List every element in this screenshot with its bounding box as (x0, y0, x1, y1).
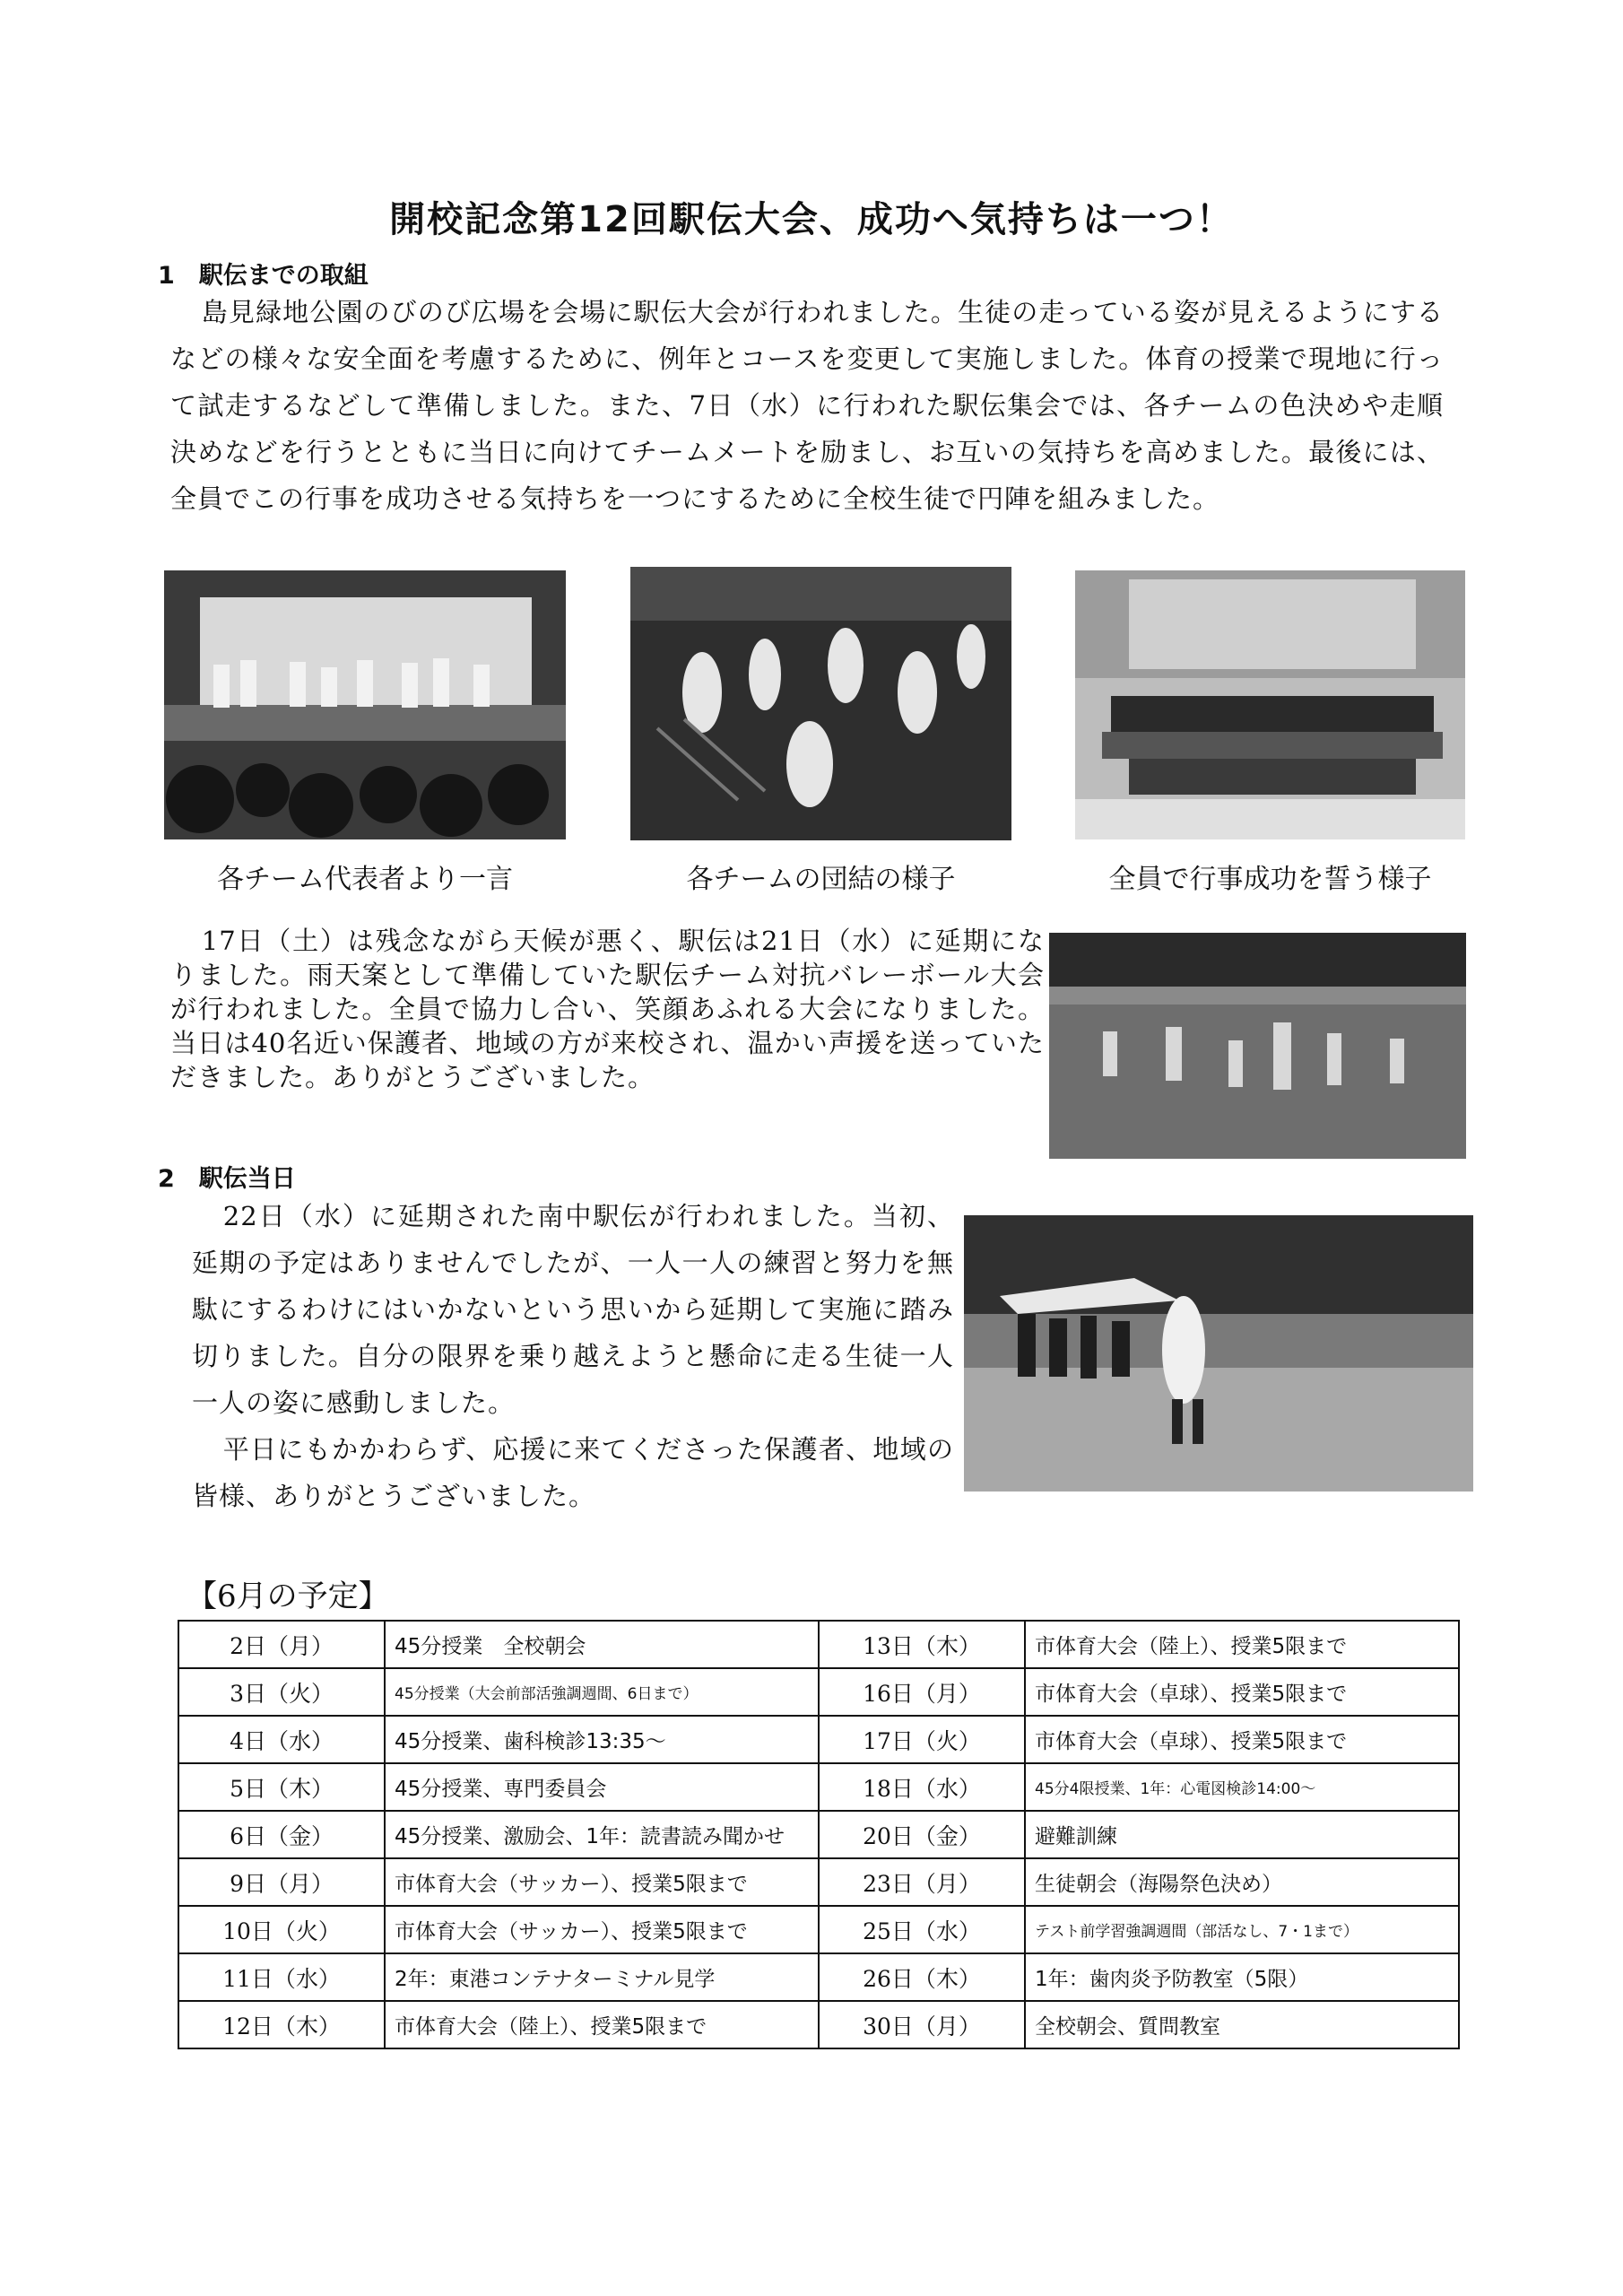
schedule-event: 45分授業（大会前部活強調週間、6日まで） (385, 1668, 819, 1716)
schedule-event: 市体育大会（卓球）、授業5限まで (1025, 1716, 1459, 1763)
schedule-row (178, 1668, 1459, 1716)
schedule-event: 市体育大会（陸上）、授業5限まで (1025, 1621, 1459, 1668)
section2-paragraph (192, 1193, 954, 1519)
schedule-date: 12日（木） (178, 2001, 385, 2048)
schedule-date: 2日（月） (178, 1621, 385, 1668)
schedule-row (178, 1811, 1459, 1858)
page-title: 開校記念第12回駅伝大会、成功へ気持ちは一つ！ (389, 199, 1234, 240)
schedule-date: 17日（火） (819, 1716, 1025, 1763)
schedule-event: 市体育大会（卓球）、授業5限まで (1025, 1668, 1459, 1716)
schedule-date: 18日（水） (819, 1763, 1025, 1811)
schedule-event: テスト前学習強調週間（部活なし、7・1まで） (1025, 1906, 1459, 1953)
photo-ekiden-race (964, 1215, 1473, 1492)
photo-volleyball (1049, 933, 1466, 1159)
volleyball-paragraph (170, 924, 1045, 1094)
schedule-title: 【6月の予定】 (187, 1578, 389, 1614)
section2-thanks: 平日にもかかわらず、応援に来てくださった保護者、地域の皆様、ありがとうございました。 (192, 1434, 954, 1511)
caption-team-unity: 各チームの団結の様子 (686, 864, 956, 895)
photo-event-oath (1075, 570, 1465, 839)
schedule-event: 45分授業 全校朝会 (385, 1621, 819, 1668)
schedule-event: 1年：歯肉炎予防教室（5限） (1025, 1953, 1459, 2001)
schedule-event: 45分授業、歯科検診13:35～ (385, 1716, 819, 1763)
section1-paragraph (170, 289, 1444, 522)
section1-heading: 1 駅伝までの取組 (158, 262, 369, 290)
section1-text: 島見緑地公園のびのび広場を会場に駅伝大会が行われました。生徒の走っている姿が見えるようにするなどの様々な安全面を考慮するために、例年とコースを変更して実施しました。体育の授業で現地に行って試走するなどして準備しました。また、7日（水）に行われた駅伝集会では、各チームの色決めや走順決めなどを行うとともに当日に向けてチームメートを励まし、お互いの気持ちを高めました。最後には、全員でこの行事を成功させる気持ちを一つにするために全校生徒で円陣を組みました。 (170, 297, 1444, 514)
section2-heading: 2 駅伝当日 (158, 1165, 296, 1193)
schedule-table (178, 1620, 1460, 2049)
caption-team-representatives: 各チーム代表者より一言 (217, 864, 513, 895)
schedule-date: 6日（金） (178, 1811, 385, 1858)
schedule-event: 全校朝会、質問教室 (1025, 2001, 1459, 2048)
schedule-date: 30日（月） (819, 2001, 1025, 2048)
schedule-date: 9日（月） (178, 1858, 385, 1906)
schedule-row (178, 1906, 1459, 1953)
schedule-row (178, 1716, 1459, 1763)
schedule-date: 25日（水） (819, 1906, 1025, 1953)
schedule-row (178, 1953, 1459, 2001)
section2-text: 22日（水）に延期された南中駅伝が行われました。当初、延期の予定はありませんでしたが、一人一人の練習と努力を無駄にするわけにはいかないという思いから延期して実施に踏み切りました。自分の限界を乗り越えようと懸命に走る生徒一人一人の姿に感動しました。 (192, 1201, 954, 1418)
volleyball-text: 17日（土）は残念ながら天候が悪く、駅伝は21日（水）に延期になりました。雨天案として準備していた駅伝チーム対抗バレーボール大会が行われました。全員で協力し合い、笑顔あふれる大会になりました。当日は40名近い保護者、地域の方が来校され、温かい声援を送っていただきました。ありがとうございました。 (170, 926, 1045, 1092)
schedule-row (178, 1763, 1459, 1811)
schedule-date: 23日（月） (819, 1858, 1025, 1906)
schedule-date: 11日（水） (178, 1953, 385, 2001)
schedule-date: 16日（月） (819, 1668, 1025, 1716)
schedule-row (178, 2001, 1459, 2048)
photo-team-representatives (164, 570, 566, 839)
schedule-row (178, 1858, 1459, 1906)
schedule-event: 2年：東港コンテナターミナル見学 (385, 1953, 819, 2001)
schedule-event: 45分4限授業、1年：心電図検診14:00～ (1025, 1763, 1459, 1811)
schedule-date: 10日（火） (178, 1906, 385, 1953)
schedule-event: 45分授業、専門委員会 (385, 1763, 819, 1811)
schedule-event: 市体育大会（サッカー）、授業5限まで (385, 1906, 819, 1953)
schedule-date: 13日（木） (819, 1621, 1025, 1668)
schedule-row (178, 1621, 1459, 1668)
caption-event-oath: 全員で行事成功を誓う様子 (1108, 864, 1432, 895)
schedule-date: 5日（木） (178, 1763, 385, 1811)
schedule-event: 市体育大会（陸上）、授業5限まで (385, 2001, 819, 2048)
photo-team-unity (630, 567, 1011, 840)
schedule-event: 45分授業、激励会、1年：読書読み聞かせ (385, 1811, 819, 1858)
schedule-date: 4日（水） (178, 1716, 385, 1763)
schedule-event: 生徒朝会（海陽祭色決め） (1025, 1858, 1459, 1906)
schedule-date: 3日（火） (178, 1668, 385, 1716)
schedule-date: 20日（金） (819, 1811, 1025, 1858)
schedule-event: 市体育大会（サッカー）、授業5限まで (385, 1858, 819, 1906)
schedule-event: 避難訓練 (1025, 1811, 1459, 1858)
schedule-date: 26日（木） (819, 1953, 1025, 2001)
